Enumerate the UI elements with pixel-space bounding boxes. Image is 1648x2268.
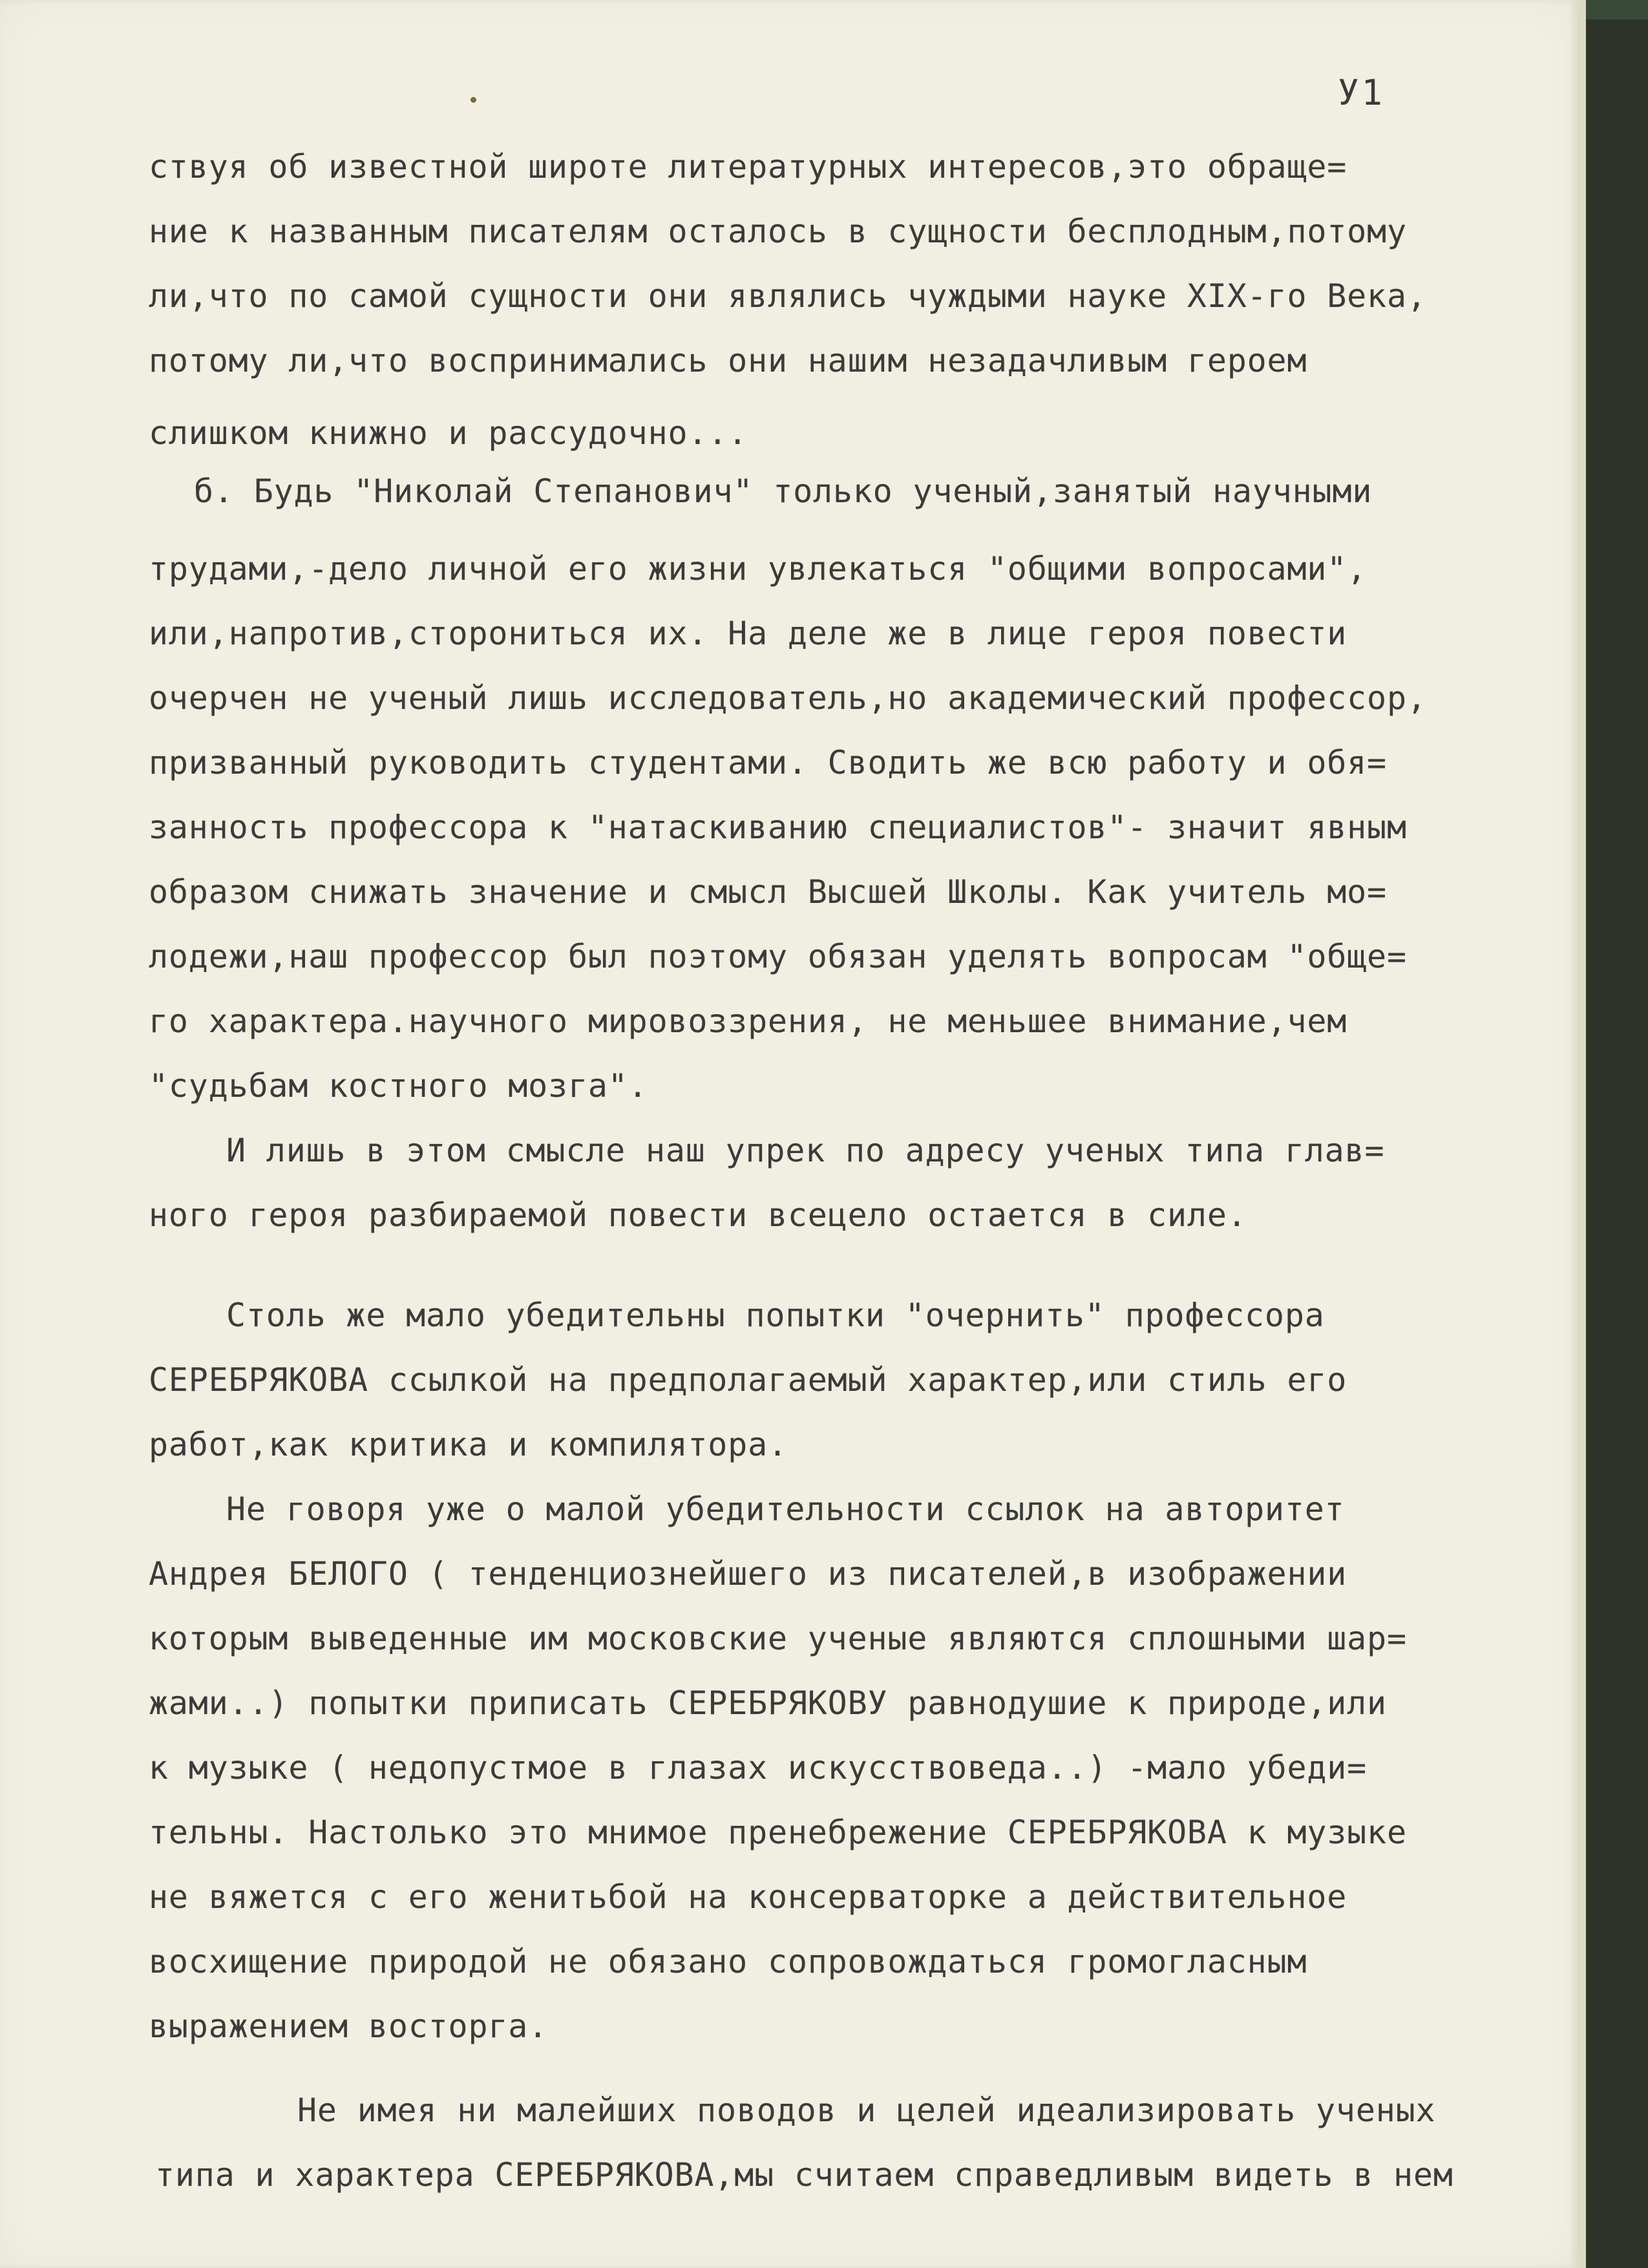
scanner-background-top <box>1586 0 1648 19</box>
page-number: У1 <box>1338 72 1386 113</box>
text-line: ли,что по самой сущности они являлись чуждыми науке XIX-го Века, <box>149 277 1427 315</box>
text-line: трудами,-дело личной его жизни увлекаться "общими вопросами", <box>149 550 1368 588</box>
text-line: к музыке ( недопустмое в глазах искусствоведа..) -мало убеди= <box>149 1749 1368 1786</box>
text-line: слишком книжно и рассудочно... <box>149 414 748 452</box>
scanner-background <box>1586 0 1648 2268</box>
text-line: типа и характера СЕРЕБРЯКОВА,мы считаем справедливым видеть в нем <box>155 2156 1453 2194</box>
text-line: СЕРЕБРЯКОВА ссылкой на предполагаемый характер,или стиль его <box>149 1361 1347 1399</box>
text-line: выражением восторга. <box>149 2008 549 2045</box>
text-line: образом снижать значение и смысл Высшей Школы. Как учитель мо= <box>149 873 1387 911</box>
text-line: тельны. Настолько это мнимое пренебрежение СЕРЕБРЯКОВА к музыке <box>149 1814 1407 1851</box>
text-line: И лишь в этом смысле наш упрек по адресу ученых типа глав= <box>226 1132 1385 1169</box>
text-line: ного героя разбираемой повести всецело остается в силе. <box>149 1196 1247 1234</box>
text-line: Столь же мало убедительны попытки "очернить" профессора <box>226 1297 1325 1334</box>
text-line: работ,как критика и компилятора. <box>149 1426 788 1463</box>
text-line: ние к названным писателям осталось в сущности бесплодным,потому <box>149 213 1407 250</box>
text-line: потому ли,что воспринимались они нашим незадачливым героем <box>149 342 1307 379</box>
text-line: которым выведенные им московские ученые являются сплошными шар= <box>149 1620 1407 1657</box>
text-line: очерчен не ученый лишь исследователь,но академический профессор, <box>149 679 1427 717</box>
text-line: восхищение природой не обязано сопровождаться громогласным <box>149 1943 1307 1980</box>
text-line: или,напротив,сторониться их. На деле же в лице героя повести <box>149 615 1347 652</box>
ink-speck <box>470 97 476 103</box>
text-line: призванный руководить студентами. Сводить же всю работу и обя= <box>149 744 1387 781</box>
text-line: лодежи,наш профессор был поэтому обязан уделять вопросам "обще= <box>149 938 1407 975</box>
text-line: занность профессора к "натаскиванию специалистов"- значит явным <box>149 809 1407 846</box>
text-line: Не имея ни малейших поводов и целей идеализировать ученых <box>297 2092 1436 2129</box>
text-line: Не говоря уже о малой убедительности ссылок на авторитет <box>226 1490 1345 1528</box>
text-line: "судьбам костного мозга". <box>149 1067 648 1105</box>
paper-edge <box>1577 0 1586 2268</box>
text-line: б. Будь "Николай Степанович" только ученый,занятый научными <box>194 472 1373 510</box>
text-line: Андрея БЕЛОГО ( тенденциознейшего из писателей,в изображении <box>149 1555 1347 1593</box>
text-line: не вяжется с его женитьбой на консерваторке а действительное <box>149 1878 1347 1916</box>
text-line: го характера.научного мировоззрения, не меньшее внимание,чем <box>149 1002 1347 1040</box>
text-line: жами..) попытки приписать СЕРЕБРЯКОВУ равнодушие к природе,или <box>149 1684 1387 1722</box>
text-line: ствуя об известной широте литературных интересов,это обраще= <box>149 148 1347 185</box>
